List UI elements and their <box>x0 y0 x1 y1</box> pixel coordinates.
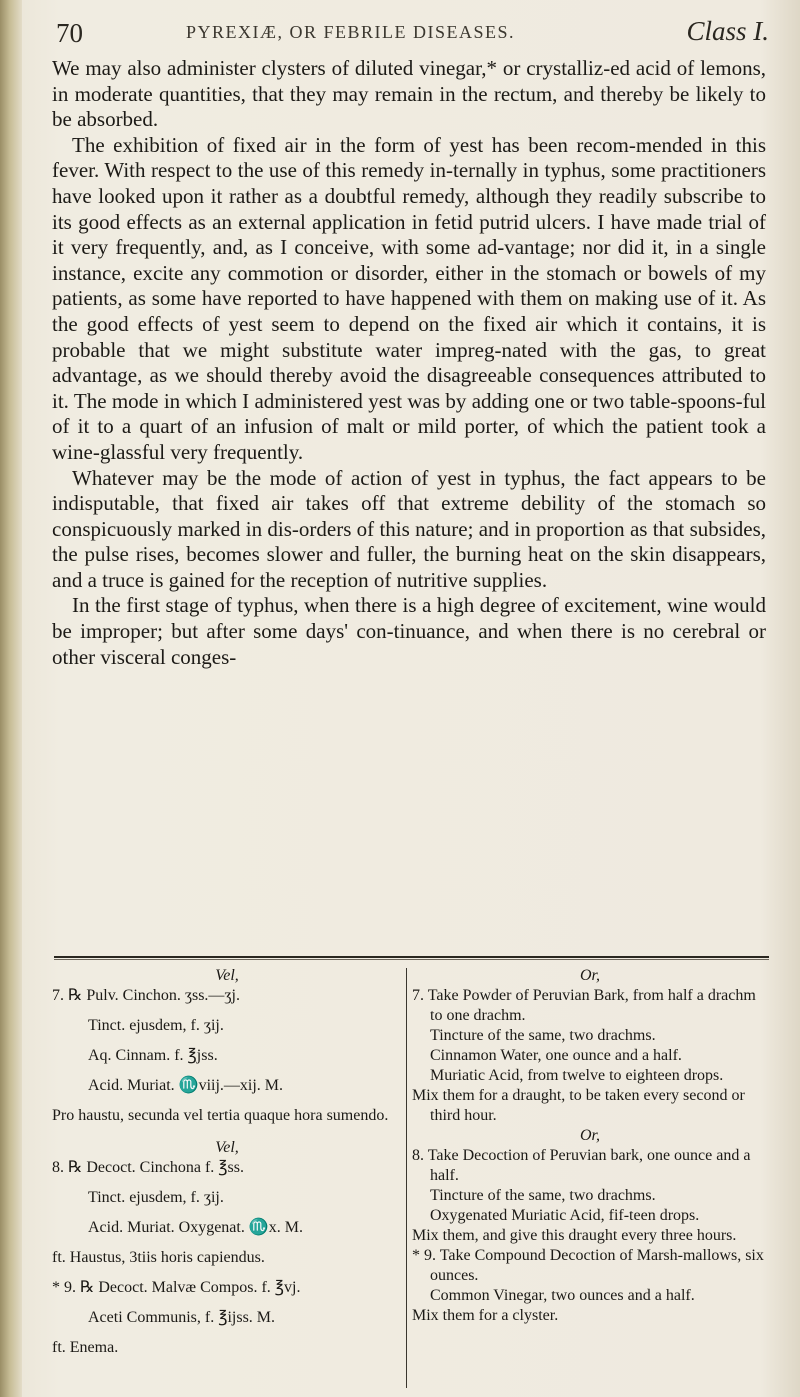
page-number: 70 <box>56 18 83 48</box>
paragraph-clysters: We may also administer clysters of diluted vinegar,* or crystalliz-ed acid of lemons, in moderate quantities, that they may remain in the rectum, and thereby be likely to be absorbed. <box>52 56 766 132</box>
r7-line-d: Muriatic Acid, from twelve to eighteen drops. <box>430 1067 724 1084</box>
rx8-line-3: Acid. Muriat. Oxygenat. ♏x. M. <box>88 1219 303 1236</box>
page-header <box>56 12 771 48</box>
or-heading: Or, <box>579 1127 600 1144</box>
latin-prescriptions-column <box>52 966 402 1368</box>
rx7-line-3: Aq. Cinnam. f. ℥jss. <box>88 1047 218 1064</box>
r7-directions: Mix them for a draught, to be taken every second or third hour. <box>412 1087 745 1124</box>
paragraph-fixed-air: The exhibition of fixed air in the form of yest has been recom-mended in this fever. With respect to the use of this remedy in-ternally in typhus, some practitioners have looked upon it rather as a doubtful remedy, although they readily subscribe to its good effects as an external application in fetid putrid ulcers. I have made trial of it very frequently, and, as I conceive, with some ad-vantage; nor did it, in a single instance, excite any commotion or disorder, either in the stomach or bowels of my patients, as some have reported to have happened with them on making use of it. As the good effects of yest seem to depend on the fixed air which it contains, it is probable that we might substitute water impreg-nated with the gas, to great advantage, as we should thereby avoid the disagreeable consequences attributed to it. The mode in which I administered yest was by adding one or two table-spoons-ful of it to a quart of an infusion of malt or mild porter, of which the patient took a wine-glassful very frequently. <box>52 132 766 464</box>
r7-line-c: Cinnamon Water, one ounce and a half. <box>430 1047 682 1064</box>
paragraph-first-stage: In the first stage of typhus, when there is a high degree of excitement, wine would be improper; but after some days' con-tinuance, and when there is no cerebral or other visceral conges- <box>52 593 766 669</box>
english-translations-column <box>412 966 768 1326</box>
rx8-directions: ft. Haustus, 3tiis horis capiendus. <box>52 1249 265 1266</box>
column-divider <box>406 968 407 1388</box>
r9-directions: Mix them for a clyster. <box>412 1307 559 1324</box>
running-title: PYREXIÆ, OR FEBRILE DISEASES. <box>186 22 516 42</box>
rx9-line-2: Aceti Communis, f. ℥ijss. M. <box>88 1309 276 1326</box>
r7-line-a: 7. Take Powder of Peruvian Bark, from half a drachm to one drachm. <box>412 987 756 1024</box>
rx9-directions: ft. Enema. <box>52 1339 119 1356</box>
vel-heading: Vel, <box>215 1139 239 1156</box>
rx7-line-4: Acid. Muriat. ♏viij.—xij. M. <box>88 1077 284 1094</box>
or-heading: Or, <box>579 967 600 984</box>
r9-line-b: Common Vinegar, two ounces and a half. <box>430 1287 695 1304</box>
r9-line-a: * 9. Take Compound Decoction of Marsh-mallows, six ounces. <box>412 1247 764 1284</box>
paragraph-mode-of-action: Whatever may be the mode of action of yest in typhus, the fact appears to be indisputable, that fixed air takes off that extreme debility of the stomach so conspicuously marked in dis-orders of this nature; and in proportion as that subsides, the pulse rises, becomes slower and fuller, the burning heat on the skin disappears, and a truce is gained for the reception of nutritive supplies. <box>52 465 766 592</box>
rx8-line-2: Tinct. ejusdem, f. ʒij. <box>88 1189 224 1206</box>
rx8-line-1: 8. ℞ Decoct. Cinchona f. ℥ss. <box>52 1159 244 1176</box>
body-text <box>52 56 766 670</box>
r8-directions: Mix them, and give this draught every three hours. <box>412 1227 737 1244</box>
rx7-line-2: Tinct. ejusdem, f. ʒij. <box>88 1017 224 1034</box>
r8-line-c: Oxygenated Muriatic Acid, fif-teen drops. <box>430 1207 700 1224</box>
section-rule-thin <box>54 959 769 960</box>
vel-heading: Vel, <box>215 967 239 984</box>
page-spine-shadow <box>0 0 22 1397</box>
rx7-directions: Pro haustu, secunda vel tertia quaque hora sumendo. <box>52 1107 389 1124</box>
rx7-line-1: 7. ℞ Pulv. Cinchon. ʒss.—ʒj. <box>52 987 240 1004</box>
section-rule <box>54 956 769 958</box>
r8-line-a: 8. Take Decoction of Peruvian bark, one ounce and a half. <box>412 1147 751 1184</box>
class-mark: Class I. <box>686 16 769 46</box>
rx9-line-1: * 9. ℞ Decoct. Malvæ Compos. f. ℥vj. <box>52 1279 301 1296</box>
r7-line-b: Tincture of the same, two drachms. <box>430 1027 656 1044</box>
r8-line-b: Tincture of the same, two drachms. <box>430 1187 656 1204</box>
